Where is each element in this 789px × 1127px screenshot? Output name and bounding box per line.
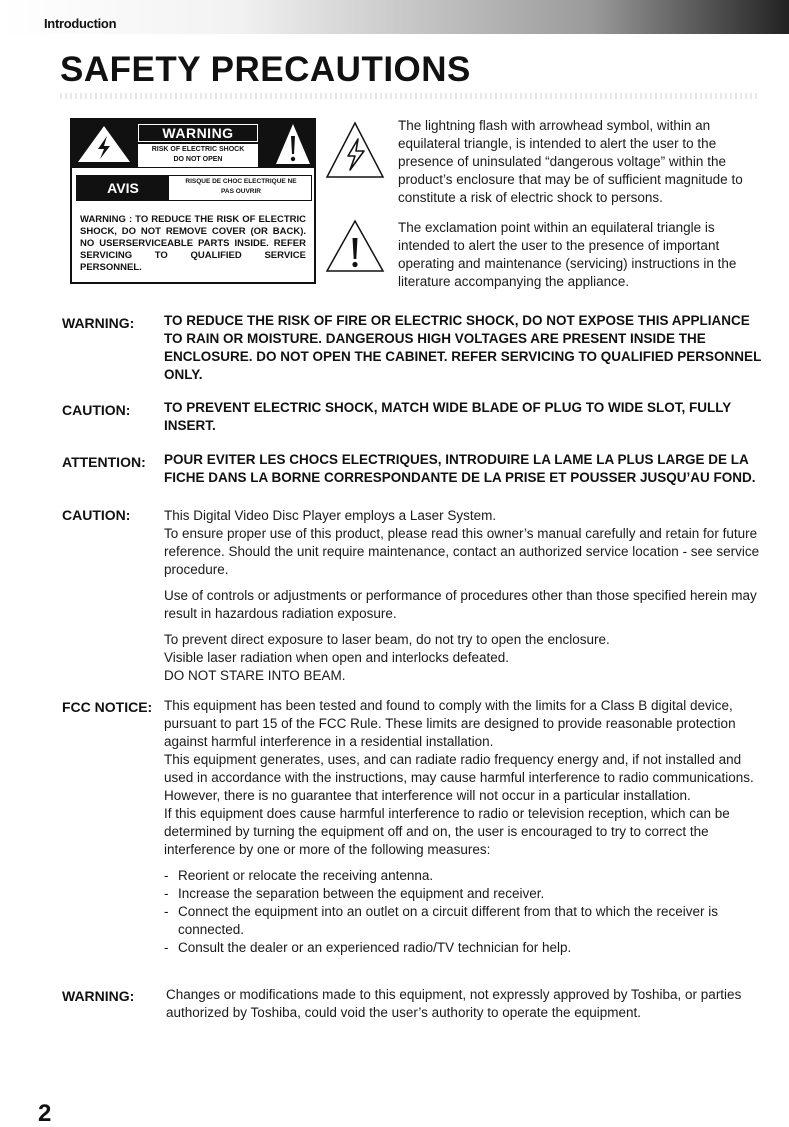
warning-label-text: WARNING : TO REDUCE THE RISK OF ELECTRIC SHOCK, DO NOT REMOVE COVER (OR BACK). NO USERSERVICEABLE PARTS INSIDE. REFER SERVICING TO QUALIFIED SERVICE PERSONNEL. (80, 214, 306, 273)
warning-label-subtitle: RISK OF ELECTRIC SHOCK DO NOT OPEN (138, 144, 258, 167)
warning-label (70, 118, 316, 284)
lightning-symbol-text: The lightning flash with arrowhead symbol, within an equilateral triangle, is intended to alert the user to the presence of uninsulated “dangerous voltage” within the product’s enclosure that may be of sufficient magnitude to constitute a risk of electric shock to persons. (398, 118, 743, 205)
list-item: - Reorient or relocate the receiving antenna. (164, 867, 770, 885)
notice-text: TO REDUCE THE RISK OF FIRE OR ELECTRIC SHOCK, DO NOT EXPOSE THIS APPLIANCE TO RAIN OR MOISTURE. DANGEROUS HIGH VOLTAGES ARE PRESENT INSIDE THE ENCLOSURE. DO NOT OPEN THE CABINET. REFER SERVICING TO QUALIFIED PERSONNEL ONLY. (164, 313, 762, 382)
list-item: - Connect the equipment into an outlet on a circuit different from that to which the receiver is connected. (164, 903, 770, 939)
fcc-paragraph: This equipment has been tested and found to comply with the limits for a Class B digital device, pursuant to part 15 of the FCC Rule. These limits are designed to provide reasonable protection against harmful interference in a residential installation. This equipment generates, uses, and can radiate radio frequency energy and, if not installed and used in accordance with the instructions, may cause harmful interference to radio communications. However, there is no guarantee that interference will not occur in a particular installation. If this equipment does cause harmful interference to radio or television reception, which can be determined by turning the equipment off and on, the user is encouraged to try to correct the interference by one or more of the following measures: (164, 698, 754, 857)
notice-label: WARNING: (62, 988, 135, 1004)
list-item: - Increase the separation between the equipment and receiver. (164, 885, 770, 903)
avis-subtitle: RISQUE DE CHOC ELECTRIQUE NE PAS OUVRIR (185, 178, 297, 195)
laser-paragraph-3: To prevent direct exposure to laser beam, do not try to open the enclosure. Visible laser radiation when open and interlocks defeated. DO NOT STARE INTO BEAM. (164, 632, 610, 683)
notice-text: Changes or modifications made to this equipment, not expressly approved by Toshiba, or parties authorized by Toshiba, could void the user’s authority to operate the equipment. (166, 987, 742, 1020)
notice-label: CAUTION: (62, 402, 131, 418)
exclamation-hazard-icon (274, 122, 312, 166)
notice-label: FCC NOTICE: (62, 699, 153, 715)
notice-text: TO PREVENT ELECTRIC SHOCK, MATCH WIDE BLADE OF PLUG TO WIDE SLOT, FULLY INSERT. (164, 400, 732, 433)
exclamation-triangle-icon (324, 218, 386, 274)
notice-text: POUR EVITER LES CHOCS ELECTRIQUES, INTRODUIRE LA LAME LA PLUS LARGE DE LA FICHE DANS LA BORNE CORRESPONDANTE DE LA PRISE ET POUSSER JUSQU’AU FOND. (164, 452, 756, 485)
notice-label: WARNING: (62, 315, 135, 331)
shock-hazard-icon (76, 124, 132, 164)
avis-bar (76, 175, 312, 201)
exclamation-symbol-text: The exclamation point within an equilateral triangle is intended to alert the user to the presence of important operating and maintenance (servicing) instructions in the literature accompanying the appliance. (398, 220, 737, 289)
laser-paragraph-2: Use of controls or adjustments or performance of procedures other than those specified herein may result in hazardous radiation exposure. (164, 588, 757, 621)
notice-label: CAUTION: (62, 507, 131, 523)
warning-label-top (72, 120, 314, 168)
laser-paragraph-1: This Digital Video Disc Player employs a Laser System. To ensure proper use of this product, please read this owner’s manual carefully and retain for future reference. Should the unit require maintenance, contact an authorized service location - see service procedure. (164, 508, 760, 577)
warning-label-title: WARNING (138, 124, 258, 142)
header-bar (0, 0, 789, 34)
notice-label: ATTENTION: (62, 454, 146, 470)
section-tag: Introduction (44, 16, 117, 31)
page-title: SAFETY PRECAUTIONS (60, 50, 471, 89)
title-underline (60, 93, 760, 99)
avis-title: AVIS (77, 176, 169, 200)
list-item: - Consult the dealer or an experienced radio/TV technician for help. (164, 939, 770, 957)
fcc-measures-list (164, 867, 770, 957)
lightning-triangle-icon (324, 120, 386, 180)
page-number: 2 (38, 1100, 52, 1127)
